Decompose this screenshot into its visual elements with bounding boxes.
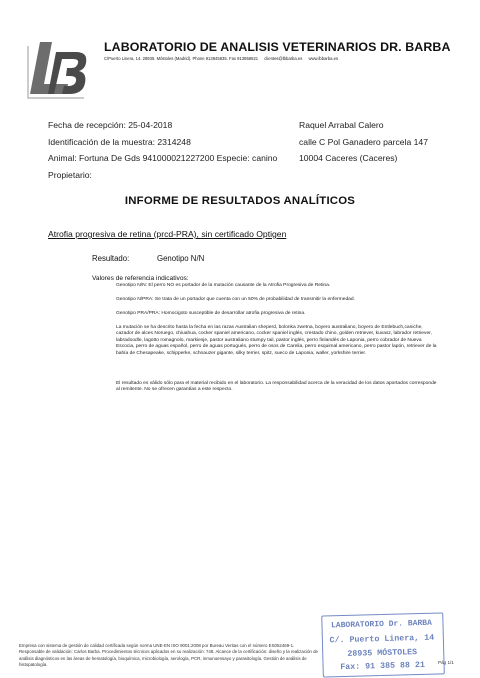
contact-email: clientes@lbbarba.es <box>264 56 303 61</box>
reference-paragraph: Genotipo N/PRA: Se trata de un portador que cuenta con un 50% de probabilidad de transmitir la enfermedad. <box>116 297 355 302</box>
stamp-line: Fax: 91 385 88 21 <box>340 660 426 673</box>
species-label: Especie: <box>216 153 250 163</box>
client-name: Raquel Arrabal Calero <box>299 120 384 130</box>
reference-paragraph: La mutación se ha descrito hasta la fecha en las razas Australian sheperd, bolonka zwetna, boyero australiano, boyero de Entlebuch,caniche, cazador de alces Noruego, chiuahua, cocker spaniel americano, cocker spaniel inglés, crestado chino, golden retriever, kuvasz, labrador retriever, labradoodle, lagotto romagnolo, markiesje, pastor australiano stumpy tail, pastor inglés, perro finlandés de Laponia, perro cobrador de Nueva Escocia, perro de aguas español, perro de aguas portugués, perro de osos de Carelia, perro esquimal americano, perro pastor lapón, retriever de la bahía de Chesapeake, schipperke, schnauzer gigante, silky terrier, spitz, sueco de Laponia, waller, yorkshire terrier. <box>116 325 437 356</box>
test-name: Atrofia progresiva de retina (prcd-PRA), sin certificado Optigen <box>48 229 287 239</box>
reference-paragraph: Genotipo N/N: El perro NO es portador de la mutación causante de la Atrofia Progresiva de Retina. <box>116 283 331 288</box>
reference-paragraph: Genotipo PRA/PRA: Homocigoto susceptible de desarrollar atrofia progresiva de retina. <box>116 311 306 316</box>
client-city: 10004 Caceres (Caceres) <box>299 153 398 163</box>
client-address: calle C Pol Ganadero parcela 147 <box>299 137 428 147</box>
stamp-line: 28935 MÓSTOLES <box>347 648 418 659</box>
footer-certification: Empresa con sistema de gestión de calidad certificada según norma UNE-EN ISO 9001:2008 por Bureau Veritas con el número ES052469-1. Responsable de validación: Carlos Barba. Procedimientos técnicos aplicados en su realización: 748. Alcance de la certificación: diseño y la realización de análisis diagnósticos en las áreas de hematología, bioquímica, microbiología, serología, PCR, inmunoensayo y parasitología. Gestión de análisis de histopatología. <box>19 643 318 668</box>
sample-label: Identificación de la muestra: <box>48 137 156 147</box>
owner-label: Propietario: <box>48 170 92 180</box>
result-label: Resultado: <box>92 254 130 263</box>
owner-info <box>48 170 92 180</box>
stamp-line: C/. Puerto Linera, 14 <box>329 633 435 646</box>
report-title: INFORME DE RESULTADOS ANALÍTICOS <box>124 195 356 207</box>
sample-value: 2314248 <box>157 137 191 147</box>
contact-line <box>104 56 343 61</box>
contact-website: www.lbbarba.es <box>308 56 339 61</box>
result-value: Genotipo N/N <box>157 254 205 263</box>
species-value: canino <box>252 153 278 163</box>
contact-address: C/Puerto Linera, 14. 28935. Móstoles (Madrid). Phone 913845835. Fax 913858821 <box>104 56 259 61</box>
animal-info <box>48 153 277 163</box>
reception-date <box>48 120 172 130</box>
animal-label: Animal: <box>48 153 77 163</box>
laboratory-name: LABORATORIO DE ANALISIS VETERINARIOS DR. BARBA <box>104 40 451 54</box>
reception-value: 25-04-2018 <box>128 120 173 130</box>
animal-value: Fortuna De Gds 941000021227200 <box>79 153 215 163</box>
page-number: Pág 1/1 <box>438 660 454 665</box>
reference-title: Valores de referencia indicativos: <box>92 275 189 282</box>
laboratory-logo <box>22 38 94 100</box>
laboratory-stamp <box>321 612 443 675</box>
stamp-line: LABORATORIO Dr. BARBA <box>330 618 432 631</box>
sample-id <box>48 137 191 147</box>
reference-paragraph: El resultado es válido sólo para el material recibido en el laboratorio. La responsabilidad acerca de la veracidad de los datos aportados corresponde al remitente. No se ofrecen garantías a este respecto. <box>116 381 437 393</box>
reception-label: Fecha de recepción: <box>48 120 126 130</box>
